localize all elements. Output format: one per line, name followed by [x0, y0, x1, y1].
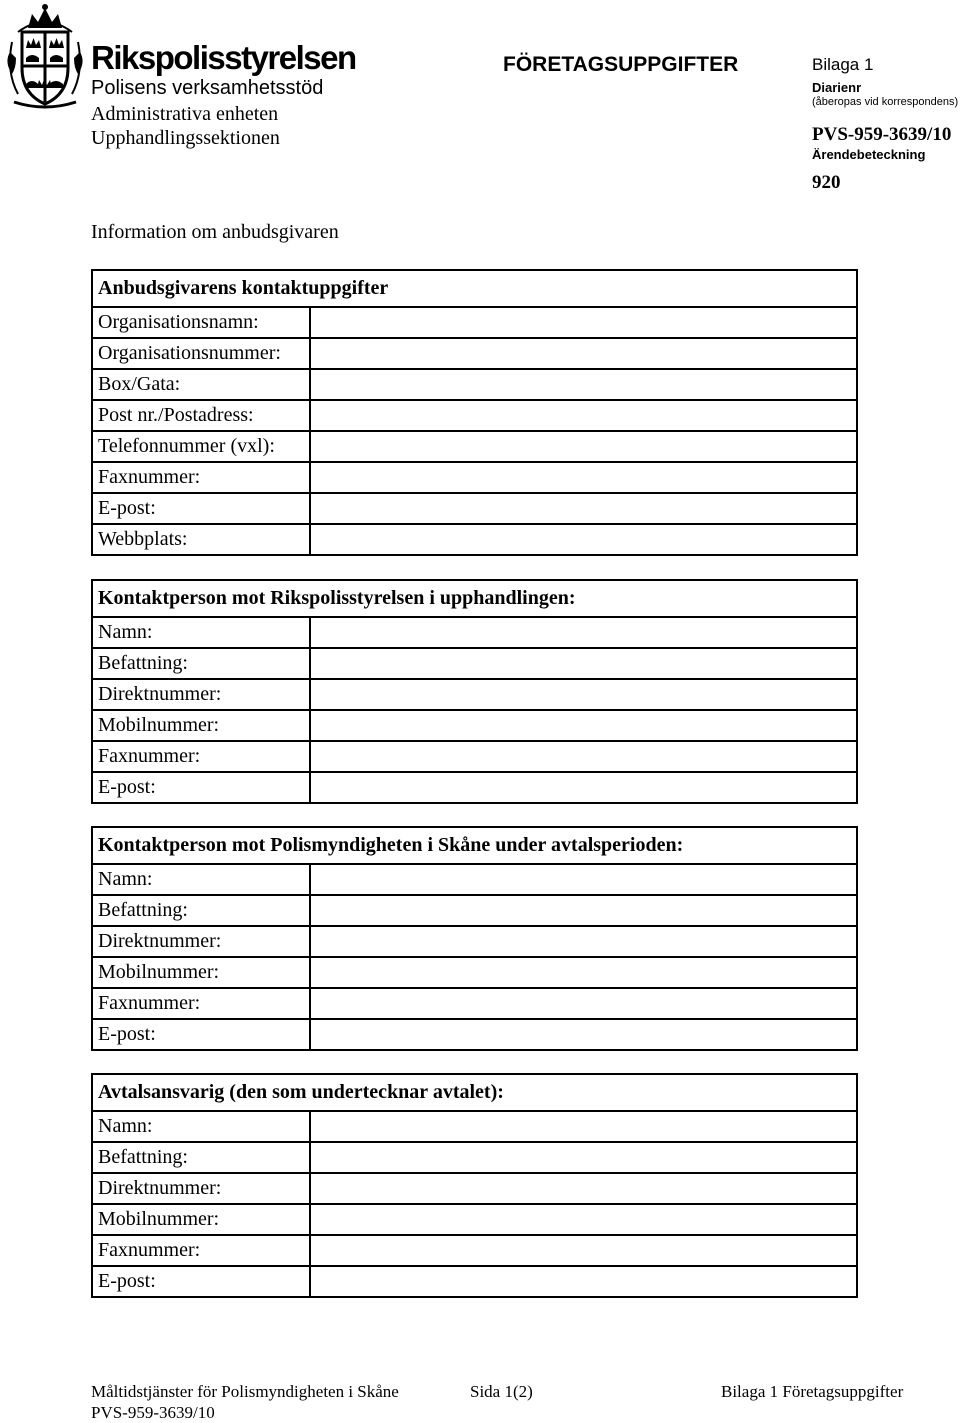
email-field[interactable]	[310, 1019, 857, 1050]
mobile-number-field[interactable]	[310, 710, 857, 741]
mobile-number-field[interactable]	[310, 957, 857, 988]
field-label: E-post:	[92, 493, 310, 524]
field-label: Namn:	[92, 617, 310, 648]
field-label: E-post:	[92, 1019, 310, 1050]
attachment-label: Bilaga 1	[812, 55, 874, 74]
bidder-contact-table	[91, 269, 858, 556]
organization-unit: Administrativa enheten	[91, 103, 279, 125]
field-label: Direktnummer:	[92, 926, 310, 957]
mobile-number-field[interactable]	[310, 1204, 857, 1235]
fax-field[interactable]	[310, 462, 857, 493]
field-label: Telefonnummer (vxl):	[92, 431, 310, 462]
direct-number-field[interactable]	[310, 926, 857, 957]
field-label: Webbplats:	[92, 524, 310, 555]
document-title: FÖRETAGSUPPGIFTER	[503, 53, 739, 76]
name-field[interactable]	[310, 617, 857, 648]
phone-field[interactable]	[310, 431, 857, 462]
field-label: Namn:	[92, 864, 310, 895]
field-label: Organisationsnamn:	[92, 307, 310, 338]
field-label: Box/Gata:	[92, 369, 310, 400]
organization-subtitle: Polisens verksamhetsstöd	[91, 77, 324, 99]
position-field[interactable]	[310, 1142, 857, 1173]
field-label: Faxnummer:	[92, 1235, 310, 1266]
field-label: Befattning:	[92, 895, 310, 926]
field-label: Faxnummer:	[92, 741, 310, 772]
organization-number-field[interactable]	[310, 338, 857, 369]
website-field[interactable]	[310, 524, 857, 555]
position-field[interactable]	[310, 895, 857, 926]
field-label: Mobilnummer:	[92, 957, 310, 988]
procurement-contact-table	[91, 579, 858, 804]
name-field[interactable]	[310, 864, 857, 895]
postal-address-field[interactable]	[310, 400, 857, 431]
fax-field[interactable]	[310, 988, 857, 1019]
section-title: Kontaktperson mot Polismyndigheten i Skåne under avtalsperioden:	[92, 827, 857, 864]
field-label: Organisationsnummer:	[92, 338, 310, 369]
section-title: Anbudsgivarens kontaktuppgifter	[92, 270, 857, 307]
footer-project-name: Måltidstjänster för Polismyndigheten i Skåne	[91, 1382, 399, 1401]
coat-of-arms-logo	[4, 2, 86, 110]
footer-page-number: Sida 1(2)	[470, 1382, 533, 1401]
street-field[interactable]	[310, 369, 857, 400]
direct-number-field[interactable]	[310, 679, 857, 710]
field-label: Namn:	[92, 1111, 310, 1142]
position-field[interactable]	[310, 648, 857, 679]
organization-section: Upphandlingssektionen	[91, 127, 280, 149]
email-field[interactable]	[310, 1266, 857, 1297]
name-field[interactable]	[310, 1111, 857, 1142]
case-value: 920	[812, 172, 841, 193]
case-label: Ärendebeteckning	[812, 147, 926, 162]
email-field[interactable]	[310, 772, 857, 803]
field-label: Post nr./Postadress:	[92, 400, 310, 431]
field-label: Befattning:	[92, 648, 310, 679]
footer-reference: PVS-959-3639/10	[91, 1403, 215, 1422]
organization-name-field[interactable]	[310, 307, 857, 338]
contract-period-contact-table	[91, 826, 858, 1051]
field-label: E-post:	[92, 772, 310, 803]
contract-signatory-table	[91, 1073, 858, 1298]
fax-field[interactable]	[310, 741, 857, 772]
email-field[interactable]	[310, 493, 857, 524]
field-label: Direktnummer:	[92, 1173, 310, 1204]
field-label: Mobilnummer:	[92, 1204, 310, 1235]
field-label: Faxnummer:	[92, 462, 310, 493]
fax-field[interactable]	[310, 1235, 857, 1266]
field-label: Befattning:	[92, 1142, 310, 1173]
diarienr-label: Diarienr	[812, 80, 862, 95]
intro-heading: Information om anbudsgivaren	[91, 221, 339, 243]
direct-number-field[interactable]	[310, 1173, 857, 1204]
field-label: E-post:	[92, 1266, 310, 1297]
field-label: Mobilnummer:	[92, 710, 310, 741]
section-title: Kontaktperson mot Rikspolisstyrelsen i upphandlingen:	[92, 580, 857, 617]
field-label: Faxnummer:	[92, 988, 310, 1019]
field-label: Direktnummer:	[92, 679, 310, 710]
organization-name: Rikspolisstyrelsen	[91, 39, 356, 76]
diarienr-note: (åberopas vid korrespondens)	[812, 96, 959, 108]
section-title: Avtalsansvarig (den som undertecknar avtalet):	[92, 1074, 857, 1111]
diarienr-value: PVS-959-3639/10	[812, 124, 952, 145]
footer-attachment-name: Bilaga 1 Företagsuppgifter	[721, 1382, 904, 1401]
